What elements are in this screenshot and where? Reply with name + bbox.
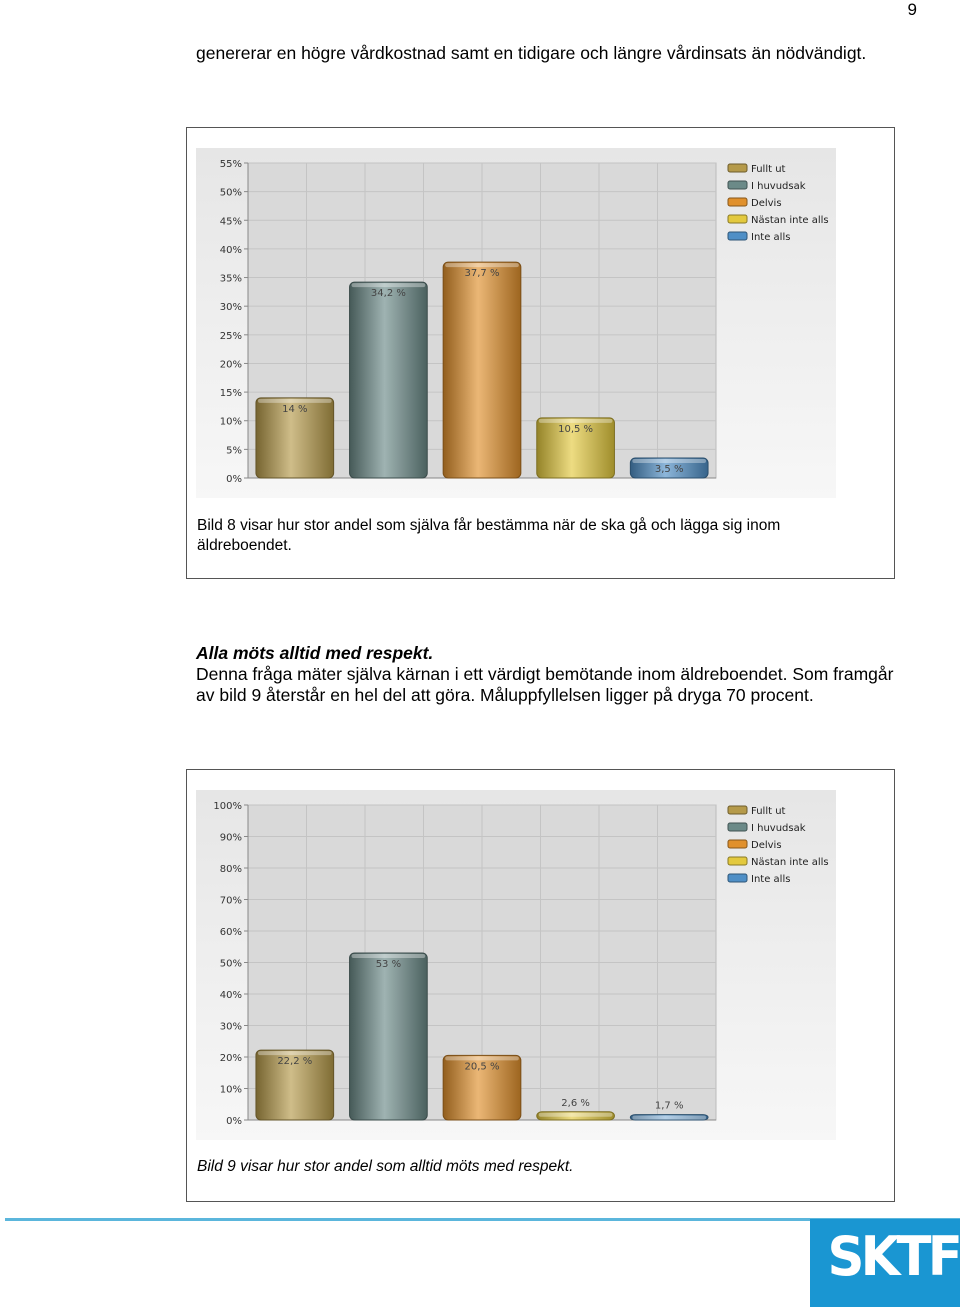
data-label: 10,5 % [558,423,594,435]
section-body: Denna fråga mäter själva kärnan i ett värdigt bemötande inom äldreboendet. Som framgår av bild 9 återstår en hel del att göra. Måluppfyllelsen ligger på dryga 70 procent. [196,664,894,705]
data-label: 1,7 % [654,1100,684,1112]
legend-label: Inte alls [751,232,791,243]
bar-delvis [443,262,521,478]
figure-9-chart [196,790,836,1145]
data-label: 53 % [375,959,402,971]
legend-swatch [728,215,747,223]
figure-8-chart [196,148,836,503]
legend-label: I huvudsak [751,181,806,192]
bar-highlight [258,1051,332,1055]
bar-highlight [352,283,426,287]
legend-swatch [728,874,747,882]
bar-highlight [352,954,426,958]
bar-highlight [539,1113,613,1117]
y-tick-label: 100% [213,801,242,812]
logo-text: SKTF [827,1225,960,1288]
legend-label: Nästan inte alls [751,215,829,226]
y-tick-label: 50% [219,958,242,970]
data-label: 2,6 % [561,1097,590,1109]
legend-label: Inte alls [751,874,791,885]
y-tick-label: 60% [219,927,242,938]
y-tick-label: 30% [219,1021,242,1033]
data-label: 22,2 % [277,1056,313,1068]
legend-label: Nästan inte alls [751,857,829,868]
y-tick-label: 5% [226,445,242,457]
figure-8-caption: Bild 8 visar hur stor andel som själva får bestämma när de ska gå och lägga sig inom äldreboendet. [197,517,781,554]
legend-label: Delvis [751,840,782,851]
legend-swatch [728,164,747,172]
legend-swatch [728,232,747,240]
legend-label: Fullt ut [751,806,786,817]
bar-highlight [632,1116,706,1120]
figure-8-frame [186,127,895,579]
legend-swatch [728,806,747,814]
y-tick-label: 40% [219,990,242,1001]
y-tick-label: 10% [219,1084,242,1096]
y-tick-label: 90% [219,832,242,844]
bar-highlight [445,1056,519,1060]
data-label: 34,2 % [370,288,406,300]
figure-9-frame [186,769,895,1202]
bar-highlight [632,459,706,463]
legend-swatch [728,857,747,865]
legend-swatch [728,823,747,831]
y-tick-label: 50% [219,187,242,199]
y-tick-label: 80% [219,864,242,875]
y-tick-label: 10% [219,416,242,428]
page-number: 9 [907,0,917,19]
bar-highlight [258,399,332,403]
sktf-logo [810,1219,960,1307]
y-tick-label: 15% [219,388,242,400]
bar-i-huvudsak [350,953,428,1120]
y-tick-label: 30% [219,302,242,314]
bar-i-huvudsak [350,282,428,478]
data-label: 14 % [282,403,308,415]
intro-paragraph: genererar en högre vårdkostnad samt en tidigare och längre vårdinsats än nödvändigt. [196,43,867,63]
y-tick-label: 35% [219,273,242,285]
y-tick-label: 0% [226,474,242,485]
legend-label: I huvudsak [751,823,806,834]
y-tick-label: 40% [219,244,242,256]
data-label: 37,7 % [464,268,500,280]
legend-label: Delvis [751,198,782,209]
y-tick-label: 25% [219,330,242,342]
legend-swatch [728,840,747,848]
bar-highlight [445,263,519,267]
y-tick-label: 20% [219,359,242,371]
legend-swatch [728,181,747,189]
bar-highlight [539,419,613,423]
legend-swatch [728,198,747,206]
data-label: 3,5 % [654,463,684,475]
figure-9-caption: Bild 9 visar hur stor andel som alltid möts med respekt. [197,1158,574,1175]
y-tick-label: 20% [219,1053,242,1064]
legend-label: Fullt ut [751,164,786,175]
section-heading: Alla möts alltid med respekt. [196,643,434,663]
y-tick-label: 55% [219,159,242,170]
y-tick-label: 70% [219,895,242,907]
y-tick-label: 45% [219,216,242,228]
data-label: 20,5 % [464,1061,500,1073]
y-tick-label: 0% [226,1116,242,1127]
